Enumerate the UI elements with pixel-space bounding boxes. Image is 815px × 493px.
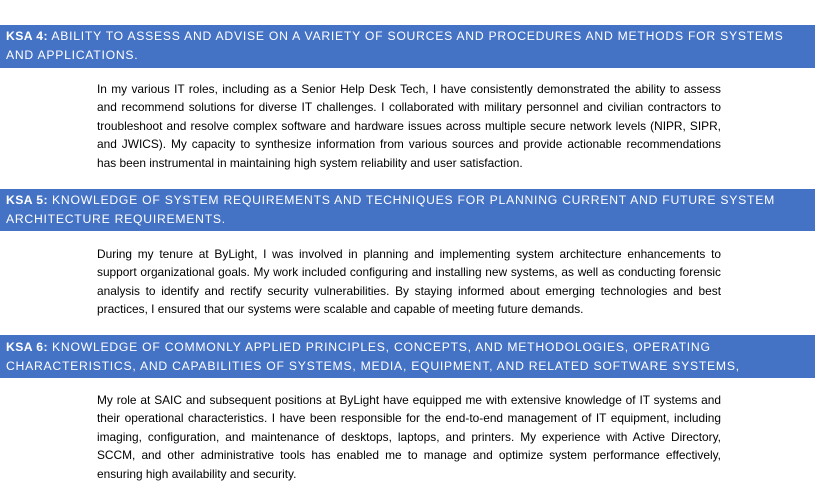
ksa-4-heading: ABILITY TO ASSESS AND ADVISE ON A VARIETY OF SOURCES AND PROCEDURES AND METHODS FOR SYSTEMS AND APPLICATIONS.	[6, 29, 784, 62]
ksa-6-label: KSA 6:	[6, 340, 48, 354]
ksa-5-label: KSA 5:	[6, 193, 48, 207]
ksa-4-header	[0, 25, 815, 68]
ksa-6-heading: KNOWLEDGE OF COMMONLY APPLIED PRINCIPLES, CONCEPTS, AND METHODOLOGIES, OPERATING CHARACTERISTICS, AND CAPABILITIES OF SYSTEMS, MEDIA, EQUIPMENT, AND RELATED SOFTWARE SYSTEMS, PROCESSES, AND PROCEDURES.	[6, 340, 740, 391]
ksa-4-body: In my various IT roles, including as a Senior Help Desk Tech, I have consistently demonstrated the ability to assess and recommend solutions for diverse IT challenges. I collaborated with military personnel and civilian contractors to troubleshoot and resolve complex software and hardware issues across multiple secure network levels (NIPR, SIPR, and JWICS). My capacity to synthesize information from various sources and provide actionable recommendations has been instrumental in maintaining high system reliability and user satisfaction.	[97, 82, 721, 170]
ksa-5-heading: KNOWLEDGE OF SYSTEM REQUIREMENTS AND TECHNIQUES FOR PLANNING CURRENT AND FUTURE SYSTEM ARCHITECTURE REQUIREMENTS.	[6, 193, 775, 226]
ksa-5-body: During my tenure at ByLight, I was involved in planning and implementing system architecture enhancements to support organizational goals. My work included configuring and installing new systems, as well as conducting forensic analysis to identify and rectify security vulnerabilities. By staying informed about emerging technologies and best practices, I ensured that our systems were scalable and capable of meeting future demands.	[97, 247, 721, 317]
ksa-5-header	[0, 189, 815, 231]
ksa-4-label: KSA 4:	[6, 29, 48, 43]
ksa-6-header	[0, 335, 815, 391]
ksa-6-body: My role at SAIC and subsequent positions at ByLight have equipped me with extensive knowledge of IT systems and their operational characteristics. I have been responsible for the end-to-end management of IT equipment, including imaging, configuration, and maintenance of desktops, laptops, and printers. My experience with Active Directory, SCCM, and other administrative tools has enabled me to manage and optimize system performance effectively, ensuring high availability and security.	[97, 393, 721, 481]
